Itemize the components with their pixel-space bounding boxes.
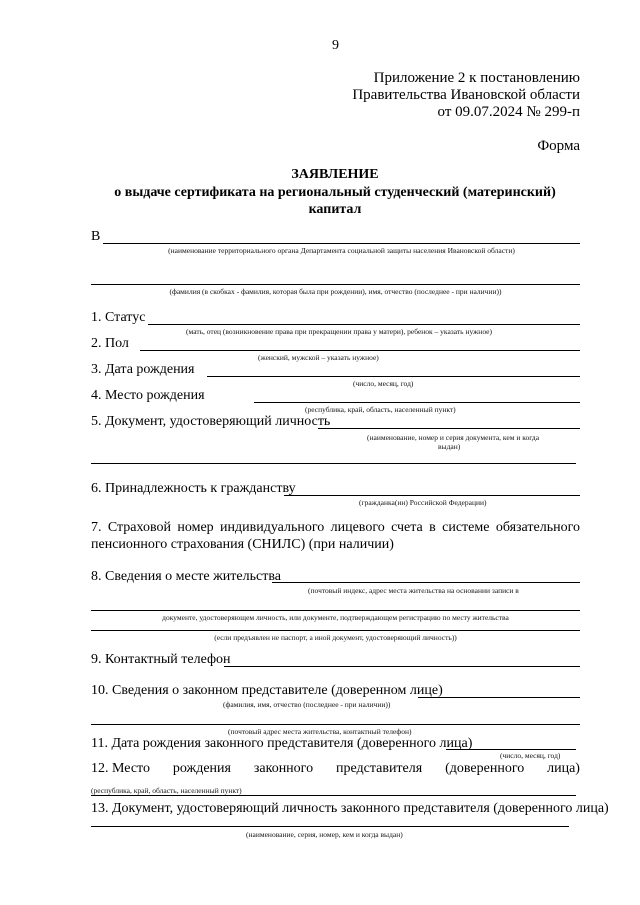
residence-line-3[interactable] xyxy=(91,630,580,631)
birthdate-line[interactable] xyxy=(207,376,580,377)
rep-birthplace-caption: (республика, край, область, населенный пункт) xyxy=(91,786,242,795)
birthplace-caption: (республика, край, область, населенный пункт) xyxy=(305,405,456,414)
citizenship-label: 6. Принадлежность к гражданству xyxy=(91,481,296,496)
form-label: Форма xyxy=(537,138,580,154)
document-title: ЗАЯВЛЕНИЕ xyxy=(291,167,379,182)
residence-line-2[interactable] xyxy=(91,610,580,611)
rep-birthplace-word: 12. Место xyxy=(91,761,150,776)
appendix-line-1: Приложение 2 к постановлению xyxy=(373,70,580,86)
citizenship-caption: (гражданка(ин) Российской Федерации) xyxy=(359,498,487,507)
rep-line[interactable] xyxy=(418,697,580,698)
rep-birthdate-label: 11. Дата рождения законного представителя (доверенного лица) xyxy=(91,736,473,751)
rep-caption-1: (фамилия, имя, отчество (последнее - при наличии)) xyxy=(223,700,391,709)
applicant-name-caption: (фамилия (в скобках - фамилия, которая была при рождении), имя, отчество (последнее - при наличии)) xyxy=(169,287,502,296)
rep-birthplace-line[interactable] xyxy=(91,795,576,796)
snils-label-line-1 xyxy=(91,520,580,536)
document-subtitle-line-1: о выдаче сертификата на региональный студенческий (материнский) xyxy=(114,185,556,200)
appendix-line-3: от 09.07.2024 № 299-п xyxy=(437,104,580,120)
birthdate-label: 3. Дата рождения xyxy=(91,362,195,377)
idoc-line-2[interactable] xyxy=(91,463,576,464)
page-number: 9 xyxy=(332,38,339,53)
gender-label: 2. Пол xyxy=(91,336,129,351)
snils-word: системе xyxy=(442,520,490,535)
document-subtitle-line-2: капитал xyxy=(308,202,362,217)
org-caption: (наименование территориального органа Департамента социальной защиты населения Ивановской области) xyxy=(168,246,515,255)
rep-idoc-label: 13. Документ, удостоверяющий личность законного представителя (доверенного лица) xyxy=(91,801,609,816)
rep-caption-2: (почтовый адрес места жительства, контактный телефон) xyxy=(228,727,412,736)
snils-word: счета xyxy=(391,520,423,535)
idoc-caption-2: выдан) xyxy=(438,442,461,451)
residence-line[interactable] xyxy=(272,582,580,583)
rep-birthplace-label xyxy=(91,761,580,777)
rep-birthplace-word: законного xyxy=(253,761,314,776)
rep-birthdate-caption: (число, месяц, год) xyxy=(500,751,561,760)
status-line[interactable] xyxy=(148,324,580,325)
idoc-label: 5. Документ, удостоверяющий личность xyxy=(91,414,331,429)
rep-birthplace-word: лица) xyxy=(547,761,580,776)
snils-word: Страховой xyxy=(107,520,171,535)
snils-word: в xyxy=(429,520,436,535)
to-prefix: В xyxy=(91,229,101,244)
idoc-caption-1: (наименование, номер и серия документа, кем и когда xyxy=(367,433,540,442)
residence-caption-1: (почтовый индекс, адрес места жительства на основании записи в xyxy=(308,586,519,595)
rep-birthplace-word: рождения xyxy=(172,761,231,776)
rep-birthplace-word: (доверенного xyxy=(445,761,525,776)
snils-label-line-2: пенсионного страхования (СНИЛС) (при наличии) xyxy=(91,537,394,552)
rep-birthdate-line[interactable] xyxy=(446,749,576,750)
birthplace-label: 4. Место рождения xyxy=(91,388,205,403)
appendix-header xyxy=(352,70,580,121)
idoc-line[interactable] xyxy=(318,428,580,429)
status-label: 1. Статус xyxy=(91,310,146,325)
residence-caption-2: документе, удостоверяющем личность, или документе, подтверждающем регистрацию по месту жительства xyxy=(162,613,509,622)
appendix-line-2: Правительства Ивановской области xyxy=(352,87,580,103)
snils-word: 7. xyxy=(91,520,102,535)
snils-word: номер xyxy=(177,520,214,535)
citizenship-line[interactable] xyxy=(284,495,580,496)
org-line[interactable] xyxy=(103,243,580,244)
phone-label: 9. Контактный телефон xyxy=(91,652,231,667)
rep-line-2[interactable] xyxy=(91,724,580,725)
rep-idoc-caption: (наименование, серия, номер, кем и когда выдан) xyxy=(246,830,403,839)
birthplace-line[interactable] xyxy=(254,402,580,403)
rep-birthplace-word: представителя xyxy=(335,761,423,776)
residence-caption-3: (если предъявлен не паспорт, а иной документ, удостоверяющий личность)) xyxy=(214,633,457,642)
residence-label: 8. Сведения о месте жительства xyxy=(91,569,281,584)
rep-label: 10. Сведения о законном представителе (доверенном лице) xyxy=(91,683,443,698)
snils-word: лицевого xyxy=(330,520,385,535)
phone-line[interactable] xyxy=(224,666,580,667)
gender-caption: (женский, мужской – указать нужное) xyxy=(258,353,379,362)
applicant-name-line[interactable] xyxy=(91,284,580,285)
status-caption: (мать, отец (возникновение права при прекращении права у матери), ребенок – указать нужное) xyxy=(186,327,492,336)
snils-word: индивидуального xyxy=(220,520,325,535)
snils-word: обязательного xyxy=(495,520,580,535)
gender-line[interactable] xyxy=(140,350,580,351)
birthdate-caption: (число, месяц, год) xyxy=(353,379,414,388)
rep-idoc-line[interactable] xyxy=(91,826,569,827)
